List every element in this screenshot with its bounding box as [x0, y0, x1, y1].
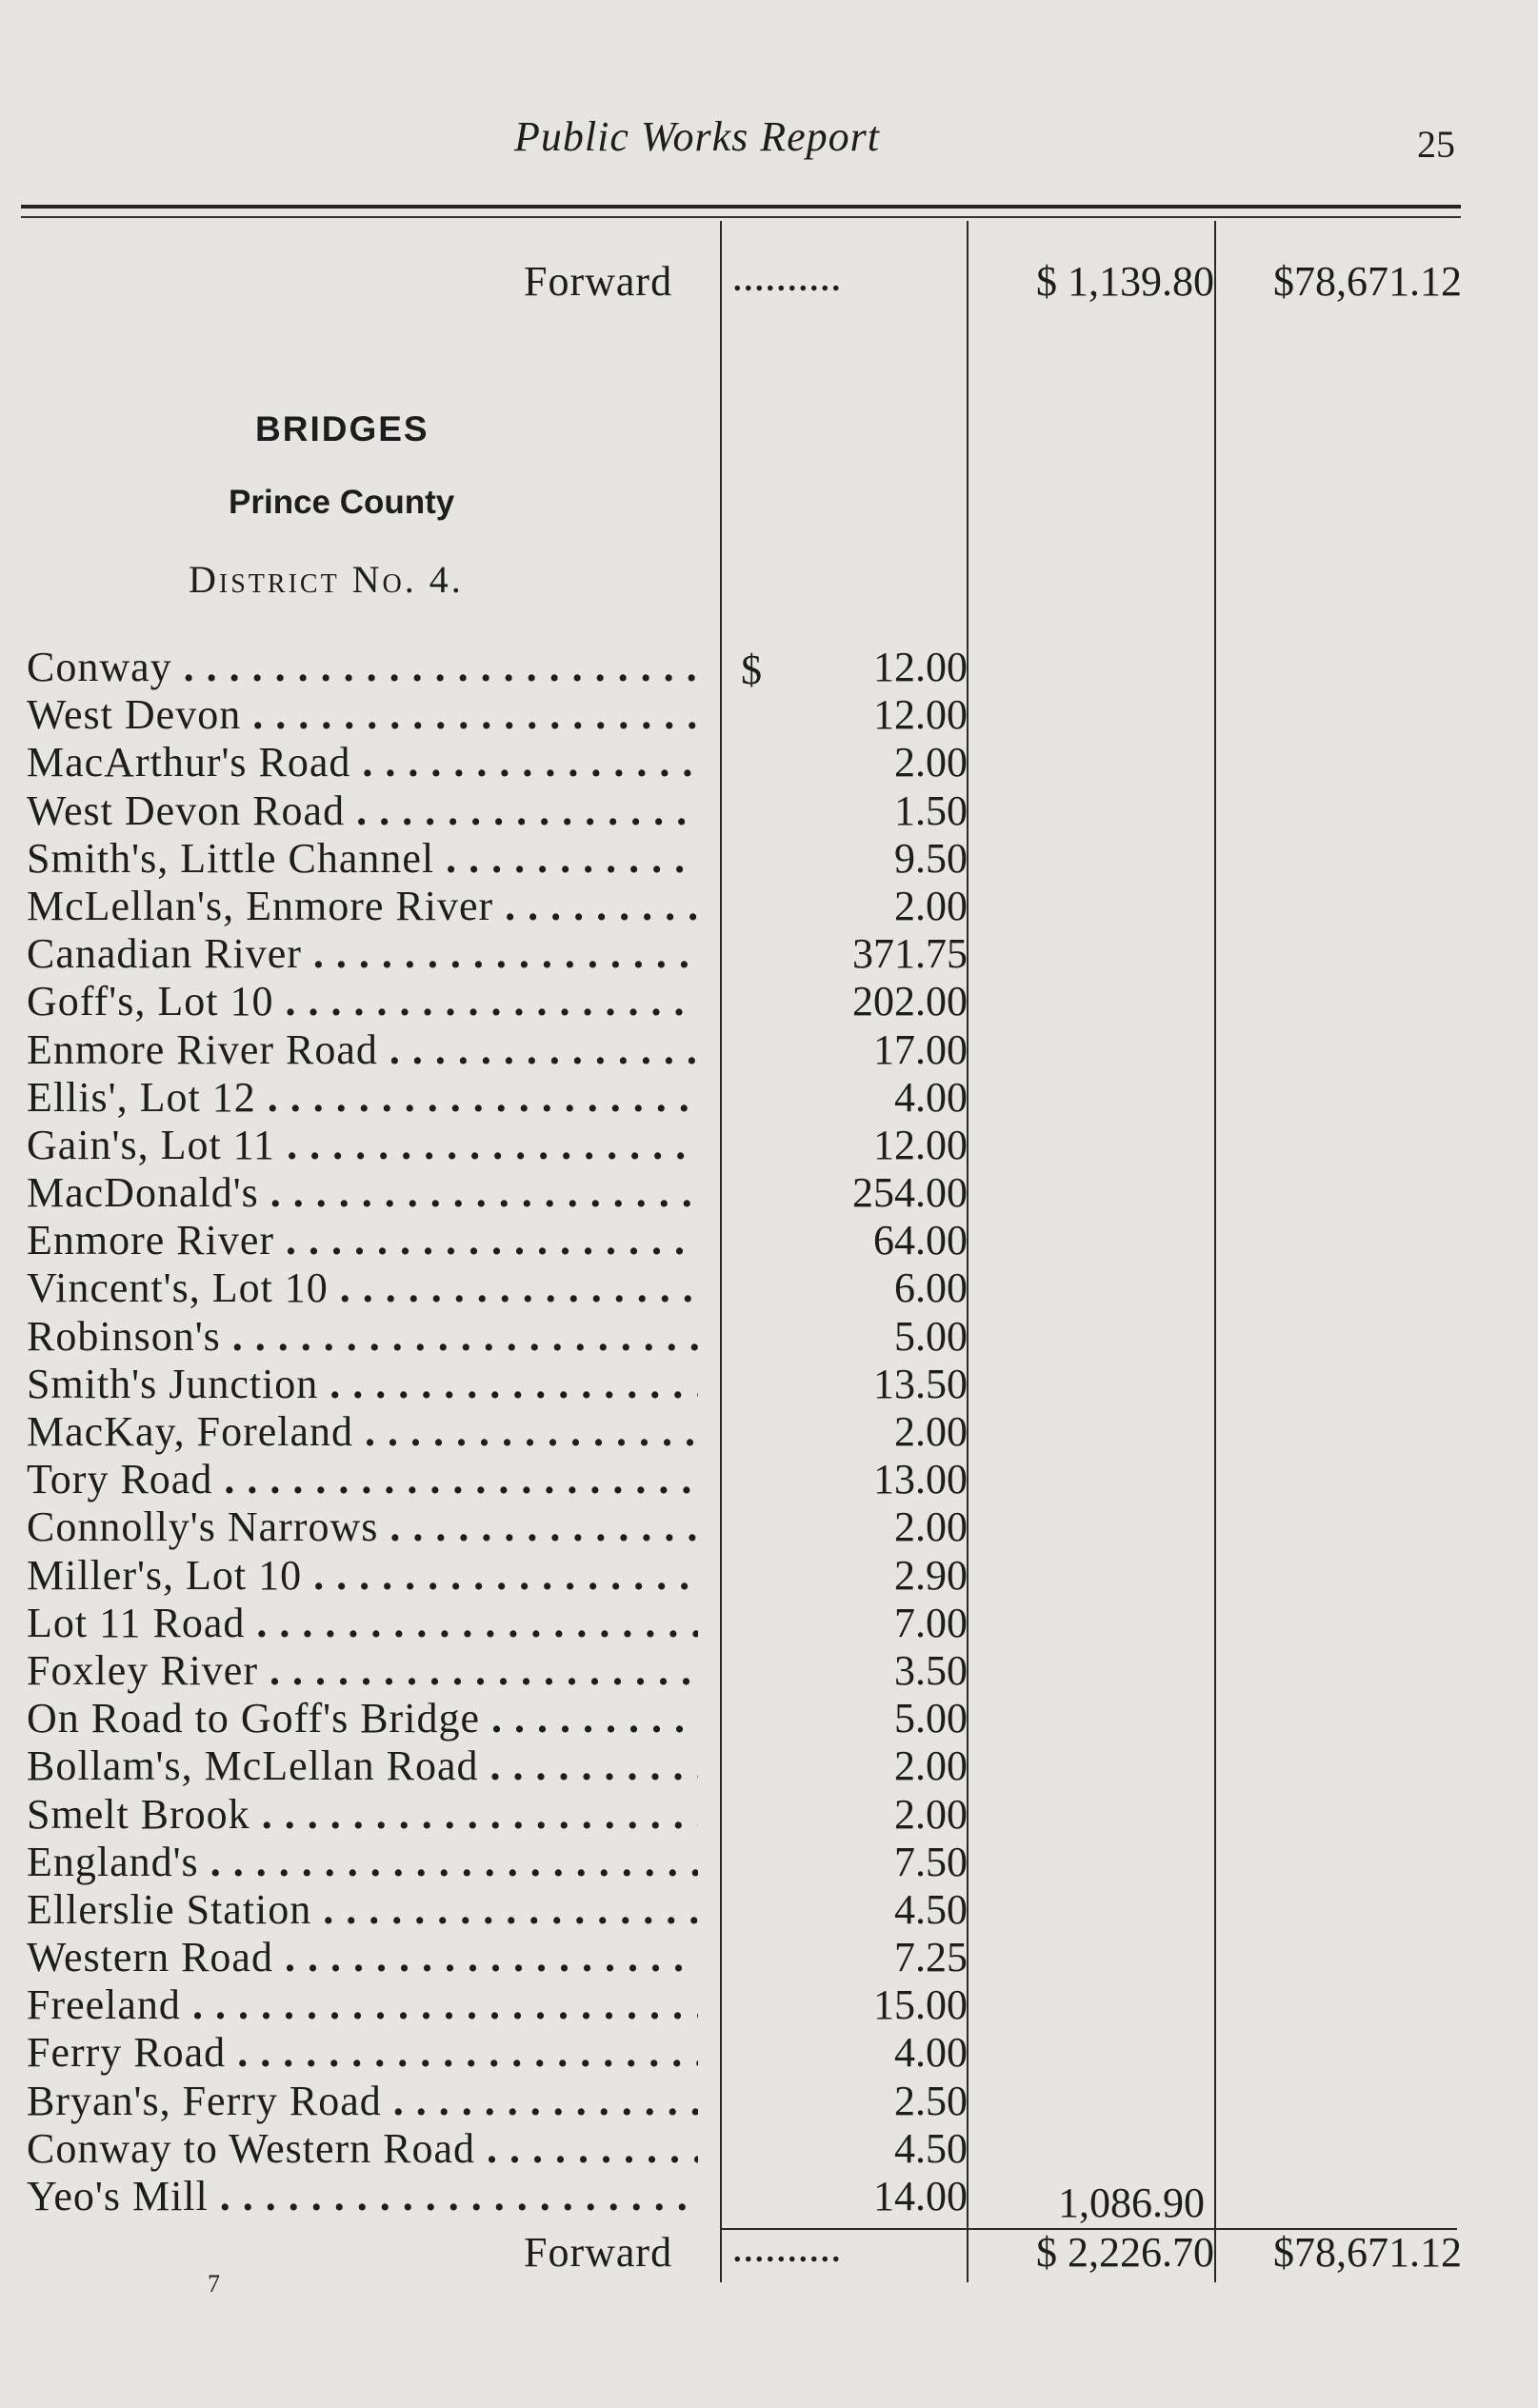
entry-name: Ellis', Lot 12 . . .	[27, 1074, 698, 1122]
header-rule-thin	[21, 216, 1461, 218]
list-item	[27, 1122, 998, 1169]
entry-amount: 2.00	[894, 1408, 968, 1455]
entry-name: McLellan's, Enmore River . . .	[27, 883, 698, 930]
entry-amount: 7.25	[894, 1934, 968, 1981]
district-total: 1,086.90	[1058, 2179, 1205, 2226]
currency-symbol: $	[741, 647, 762, 693]
list-item	[27, 1552, 998, 1600]
entry-amount: 254.00	[852, 1169, 968, 1217]
entry-amount: 202.00	[852, 978, 968, 1025]
entry-amount: 2.00	[894, 882, 968, 929]
entry-name: Ellerslie Station . . .	[27, 1886, 698, 1934]
district-heading: District No. 4.	[189, 558, 464, 601]
list-item	[27, 1456, 998, 1503]
list-item	[27, 1600, 998, 1647]
entry-amount: 2.00	[894, 739, 968, 786]
entry-amount: 13.50	[873, 1360, 968, 1407]
list-item	[27, 1074, 998, 1122]
county-heading: Prince County	[229, 484, 455, 521]
entry-amount: 371.75	[852, 930, 968, 978]
entry-name: MacArthur's Road . . .	[27, 739, 698, 786]
entry-amount: 2.00	[894, 1742, 968, 1790]
entry-name: MacKay, Foreland . . .	[27, 1408, 698, 1456]
entry-name: Enmore River Road . . .	[27, 1026, 698, 1074]
entry-amount: 13.00	[873, 1456, 968, 1503]
list-item	[27, 1026, 998, 1074]
header-rule-thick	[21, 205, 1461, 209]
entry-amount: 1.50	[894, 786, 968, 834]
entry-amount: 3.50	[894, 1646, 968, 1694]
entry-amount: 4.00	[894, 1073, 968, 1121]
entry-amount: 12.00	[873, 644, 968, 690]
entry-name: West Devon . . .	[27, 691, 698, 739]
entry-amount: 7.00	[894, 1599, 968, 1646]
entry-name: Smith's Junction . . .	[27, 1361, 698, 1408]
list-item	[27, 883, 998, 930]
bridge-entries-list	[27, 644, 998, 2220]
forward-dots-top: ..........	[733, 263, 843, 298]
sum-rule-1	[720, 2228, 969, 2230]
entry-amount: 6.00	[894, 1264, 968, 1312]
entry-amount: 15.00	[873, 1981, 968, 2029]
list-item	[27, 1361, 998, 1408]
entry-amount: 2.00	[894, 1790, 968, 1838]
entry-name: Goff's, Lot 10 . . .	[27, 978, 698, 1025]
entry-amount: 17.00	[873, 1025, 968, 1073]
entry-name: Smith's, Little Channel . . .	[27, 835, 698, 883]
entry-name: West Devon Road . . .	[27, 787, 698, 835]
entry-name: England's . . .	[27, 1839, 698, 1886]
entry-name: Robinson's . . .	[27, 1313, 698, 1361]
list-item	[27, 835, 998, 883]
list-item	[27, 1981, 998, 2029]
entry-amount: 4.00	[894, 2029, 968, 2077]
entry-name: Freeland . . .	[27, 1981, 698, 2029]
entry-amount: 4.50	[894, 1885, 968, 1933]
report-title: Public Works Report	[514, 113, 880, 160]
entry-amount: 14.00	[873, 2173, 968, 2219]
entry-amount: 7.50	[894, 1838, 968, 1885]
entry-name: Conway . . .	[27, 644, 698, 691]
page-number: 25	[1417, 123, 1455, 166]
entry-name: Vincent's, Lot 10 . . .	[27, 1264, 698, 1312]
entry-name: Conway to Western Road . . .	[27, 2125, 698, 2173]
entry-name: Tory Road . . .	[27, 1456, 698, 1503]
entry-name: Miller's, Lot 10 . . .	[27, 1552, 698, 1600]
forward-subtotal-bottom: $ 2,226.70	[1036, 2229, 1214, 2276]
entry-amount: 12.00	[873, 691, 968, 739]
list-item	[27, 1408, 998, 1456]
entry-name: Lot 11 Road . . .	[27, 1600, 698, 1647]
list-item	[27, 1217, 998, 1264]
entry-amount: 4.50	[894, 2124, 968, 2172]
entry-amount: 9.50	[894, 834, 968, 882]
list-item	[27, 1264, 998, 1312]
entry-amount: 5.00	[894, 1695, 968, 1742]
entry-name: On Road to Goff's Bridge . . .	[27, 1695, 698, 1742]
list-item	[27, 1886, 998, 1934]
entry-name: Ferry Road . . .	[27, 2029, 698, 2077]
entry-name: Connolly's Narrows . . .	[27, 1503, 698, 1551]
entry-name: Enmore River . . .	[27, 1217, 698, 1264]
entry-name: Canadian River . . .	[27, 930, 698, 978]
list-item	[27, 2173, 998, 2220]
list-item	[27, 1169, 998, 1217]
forward-subtotal-top: $ 1,139.80	[1036, 258, 1214, 305]
entry-amount: 12.00	[873, 1121, 968, 1168]
list-item	[27, 1742, 998, 1790]
forward-total-top: $78,671.12	[1273, 258, 1462, 305]
list-item	[27, 787, 998, 835]
forward-total-bottom: $78,671.12	[1273, 2229, 1462, 2276]
entry-amount: 2.00	[894, 1503, 968, 1551]
section-heading: BRIDGES	[255, 409, 429, 448]
entry-name: Bollam's, McLellan Road . . .	[27, 1742, 698, 1790]
list-item	[27, 1934, 998, 1981]
entry-amount: 2.90	[894, 1551, 968, 1599]
list-item	[27, 1313, 998, 1361]
entry-name: Gain's, Lot 11 . . .	[27, 1122, 698, 1169]
forward-label-bottom: Forward	[524, 2229, 673, 2276]
column-rule-3	[1214, 221, 1216, 2282]
list-item	[27, 739, 998, 786]
list-item	[27, 2078, 998, 2125]
entry-name: Western Road . . .	[27, 1934, 698, 1981]
entry-name: Smelt Brook . . .	[27, 1791, 698, 1839]
list-item	[27, 978, 998, 1025]
entry-name: Foxley River . . .	[27, 1647, 698, 1695]
entry-amount: 2.50	[894, 2077, 968, 2124]
list-item	[27, 1695, 998, 1742]
list-item	[27, 2029, 998, 2077]
list-item	[27, 930, 998, 978]
entry-name: Yeo's Mill . . .	[27, 2173, 698, 2220]
running-head	[0, 112, 1538, 169]
list-item	[27, 2125, 998, 2173]
list-item	[27, 1839, 998, 1886]
list-item	[27, 1503, 998, 1551]
list-item	[27, 1791, 998, 1839]
entry-name: Bryan's, Ferry Road . . .	[27, 2078, 698, 2125]
signature-mark: 7	[208, 2270, 220, 2298]
list-item	[27, 1647, 998, 1695]
entry-amount: 5.00	[894, 1312, 968, 1360]
forward-label-top: Forward	[524, 258, 673, 305]
entry-name: MacDonald's . . .	[27, 1169, 698, 1217]
list-item	[27, 691, 998, 739]
entry-amount: 64.00	[873, 1217, 968, 1264]
list-item	[27, 644, 998, 691]
forward-dots-bottom: ..........	[733, 2234, 843, 2269]
